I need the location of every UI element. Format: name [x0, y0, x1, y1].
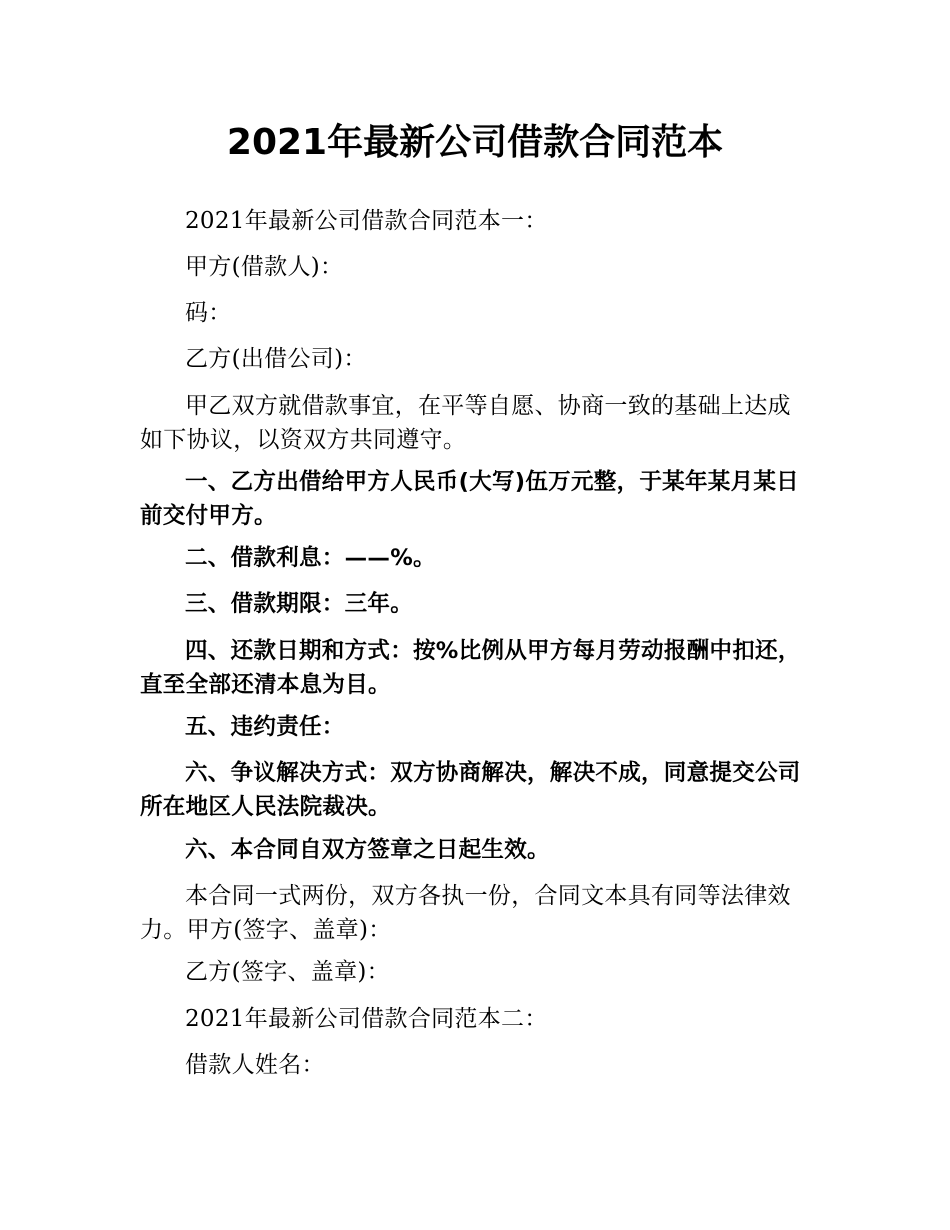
paragraph-clause-term: 三、借款期限：三年。	[185, 591, 414, 617]
paragraph-clause-repayment: 四、还款日期和方式：按%比例从甲方每月劳动报酬中扣还，直至全部还清本息为目。	[140, 638, 801, 698]
paragraph-borrower-name: 借款人姓名：	[185, 1052, 325, 1078]
paragraph-agreement-intro: 甲乙双方就借款事宜，在平等自愿、协商一致的基础上达成如下协议，以资双方共同遵守。	[140, 393, 791, 453]
paragraph-clause-loan-amount: 一、乙方出借给甲方人民币(大写)伍万元整，于某年某月某日前交付甲方。	[140, 469, 799, 529]
paragraph-sample-one-heading: 2021年最新公司借款合同范本一：	[185, 208, 548, 234]
document-title: 2021年最新公司借款合同范本	[226, 122, 724, 163]
paragraph-clause-effective: 六、本合同自双方签章之日起生效。	[185, 837, 550, 863]
paragraph-clause-liability: 五、违约责任：	[185, 714, 345, 740]
paragraph-sample-two-heading: 2021年最新公司借款合同范本二：	[185, 1006, 548, 1032]
paragraph-clause-dispute: 六、争议解决方式：双方协商解决，解决不成，同意提交公司所在地区人民法院裁决。	[140, 760, 801, 820]
paragraph-copies-and-signature-a: 本合同一式两份，双方各执一份，合同文本具有同等法律效力。甲方(签字、盖章)：	[140, 883, 791, 943]
paragraph-signature-b: 乙方(签字、盖章)：	[185, 959, 390, 985]
paragraph-code: 码：	[185, 300, 232, 326]
paragraph-party-b: 乙方(出借公司)：	[185, 346, 367, 372]
paragraph-party-a: 甲方(借款人)：	[185, 254, 344, 280]
paragraph-clause-interest: 二、借款利息：——%。	[185, 545, 436, 571]
